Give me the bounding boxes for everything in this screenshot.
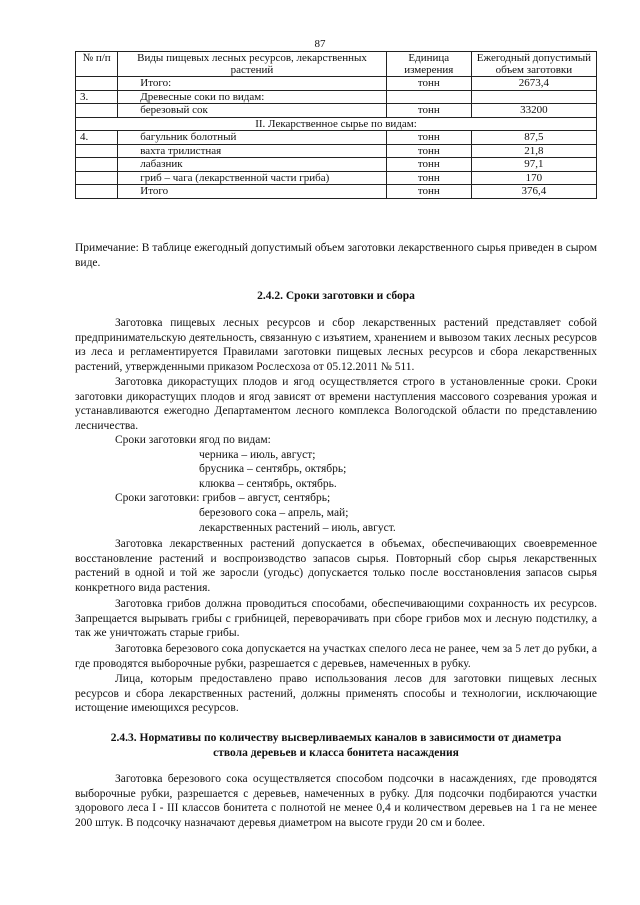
table-row: [76, 77, 597, 91]
cell-name: гриб – чага (лекарственной части гриба): [118, 171, 386, 185]
table-row: [76, 144, 597, 158]
paragraph-text: Заготовка дикорастущих плодов и ягод осуществляется строго в установленные сроки. Сроки заготовки дикорастущих плодов и ягод зависят от времени наступления массового созревания урожая и устанавливаются ежегодно Департаментом лесного комплекса Вологодской области по представлению лесничества.: [75, 376, 597, 432]
cell-num: 3.: [76, 90, 118, 104]
table-section-row: [76, 117, 597, 131]
paragraph: [75, 672, 597, 716]
cell-name: Древесные соки по видам:: [118, 90, 386, 104]
cell-volume: 87,5: [471, 131, 596, 145]
harvest-periods-block: [75, 433, 597, 535]
paragraph-text: Заготовка лекарственных растений допускается в объемах, обеспечивающих своевременное восстановление растений и воспроизводство запасов сырья. Повторный сбор сырья лекарственных растений в одной и той же заросли (угодьс) допускается только после восстановления запасов сырья конкретного вида растения.: [75, 538, 597, 594]
cell-num: [76, 158, 118, 172]
cell-volume: 376,4: [471, 185, 596, 199]
berries-intro: Сроки заготовки ягод по видам:: [115, 434, 271, 446]
paragraph: [75, 375, 597, 433]
cell-name: березовый сок: [118, 104, 386, 118]
cell-volume: 97,1: [471, 158, 596, 172]
table-row: [76, 171, 597, 185]
heading-line: ствола деревьев и класса бонитета насаждения: [213, 747, 459, 759]
berry-period: черника – июль, август;: [199, 448, 316, 461]
cell-unit: тонн: [386, 104, 471, 118]
cell-name: лабазник: [118, 158, 386, 172]
other-intro: Сроки заготовки: грибов – август, сентябрь;: [115, 492, 331, 505]
berry-period: клюква – сентябрь, октябрь.: [199, 477, 337, 490]
section-heading-243: [75, 731, 597, 761]
cell-name: вахта трилистная: [118, 144, 386, 158]
cell-num: [76, 77, 118, 91]
cell-name: багульник болотный: [118, 131, 386, 145]
cell-unit: тонн: [386, 131, 471, 145]
cell-unit: тонн: [386, 144, 471, 158]
cell-num: [76, 104, 118, 118]
berry-period: брусника – сентябрь, октябрь;: [199, 463, 347, 476]
cell-unit: тонн: [386, 77, 471, 91]
table-header-row: [76, 52, 597, 77]
header-volume: Ежегодный допустимый объем заготовки: [471, 52, 596, 77]
cell-volume: 170: [471, 171, 596, 185]
header-num: № п/п: [76, 52, 118, 77]
paragraph-text: Заготовка пищевых лесных ресурсов и сбор лекарственных растений представляет собой предпринимательскую деятельность, связанную с изъятием, хранением и вывозом таких лесных ресурсов из леса и регламентируется Правилами заготовки пищевых лесных ресурсов и сбора лекарственных растений, утвержденными приказом Рослесхоза от 05.12.2011 № 511.: [75, 317, 597, 373]
paragraph-text: Заготовка березового сока допускается на участках спелого леса не ранее, чем за 5 лет до рубки, а где проводятся выборочные рубки, разрешается с деревьев, намеченных в рубку.: [75, 643, 597, 670]
cell-volume: 21,8: [471, 144, 596, 158]
cell-unit: тонн: [386, 158, 471, 172]
other-period: березового сока – апрель, май;: [199, 506, 349, 519]
table-row: [76, 90, 597, 104]
cell-unit: [386, 90, 471, 104]
cell-volume: [471, 90, 596, 104]
cell-name: Итого:: [118, 77, 386, 91]
table-row: [76, 104, 597, 118]
cell-volume: 2673,4: [471, 77, 596, 91]
table-row: [76, 131, 597, 145]
paragraph-text: Заготовка березового сока осуществляется способом подсочки в насаждениях, где проводятся выборочные рубки, разрешается с деревьев, намеченных в рубку. Для подсочки подбираются участки здорового леса I - III классов бонитета с полнотой не менее 0,4 и количеством деревьев на 1 га не менее 200 штук. В подсочку назначают деревья диаметром на высоте груди 20 см и более.: [75, 773, 597, 829]
paragraph: [75, 597, 597, 641]
heading-line: 2.4.3. Нормативы по количеству высверливаемых каналов в зависимости от диаметра: [110, 732, 562, 744]
cell-num: [76, 171, 118, 185]
header-name: Виды пищевых лесных ресурсов, лекарственных растений: [118, 52, 386, 77]
section-label: II. Лекарственное сырье по видам:: [76, 117, 597, 131]
cell-num: 4.: [76, 131, 118, 145]
cell-unit: тонн: [386, 171, 471, 185]
cell-num: [76, 185, 118, 199]
section-heading-242: 2.4.2. Сроки заготовки и сбора: [257, 290, 415, 302]
header-unit: Единица измерения: [386, 52, 471, 77]
other-period: лекарственных растений – июль, август.: [199, 521, 396, 534]
cell-name: Итого: [118, 185, 386, 199]
cell-unit: тонн: [386, 185, 471, 199]
table-row: [76, 185, 597, 199]
paragraph-text: Заготовка грибов должна проводиться способами, обеспечивающими сохранность их ресурсов. Запрещается вырывать грибы с грибницей, переворачивать при сборе грибов мох и лесную подстилку, а так же уничтожать старые грибы.: [75, 598, 597, 640]
paragraph: [75, 316, 597, 374]
paragraph: [75, 537, 597, 595]
resources-table: [75, 51, 597, 199]
paragraph-text: Лица, которым предоставлено право использования лесов для заготовки пищевых лесных ресурсов и сбора лекарственных растений, должны применять способы и технологии, исключающие истощение имеющихся ресурсов.: [75, 673, 597, 715]
page-number: 87: [314, 38, 326, 50]
table-note: Примечание: В таблице ежегодный допустимый объем заготовки лекарственного сырья приведен в сыром виде.: [75, 242, 597, 269]
table-row: [76, 158, 597, 172]
paragraph: [75, 642, 597, 671]
paragraph: [75, 772, 597, 830]
cell-num: [76, 144, 118, 158]
cell-volume: 33200: [471, 104, 596, 118]
